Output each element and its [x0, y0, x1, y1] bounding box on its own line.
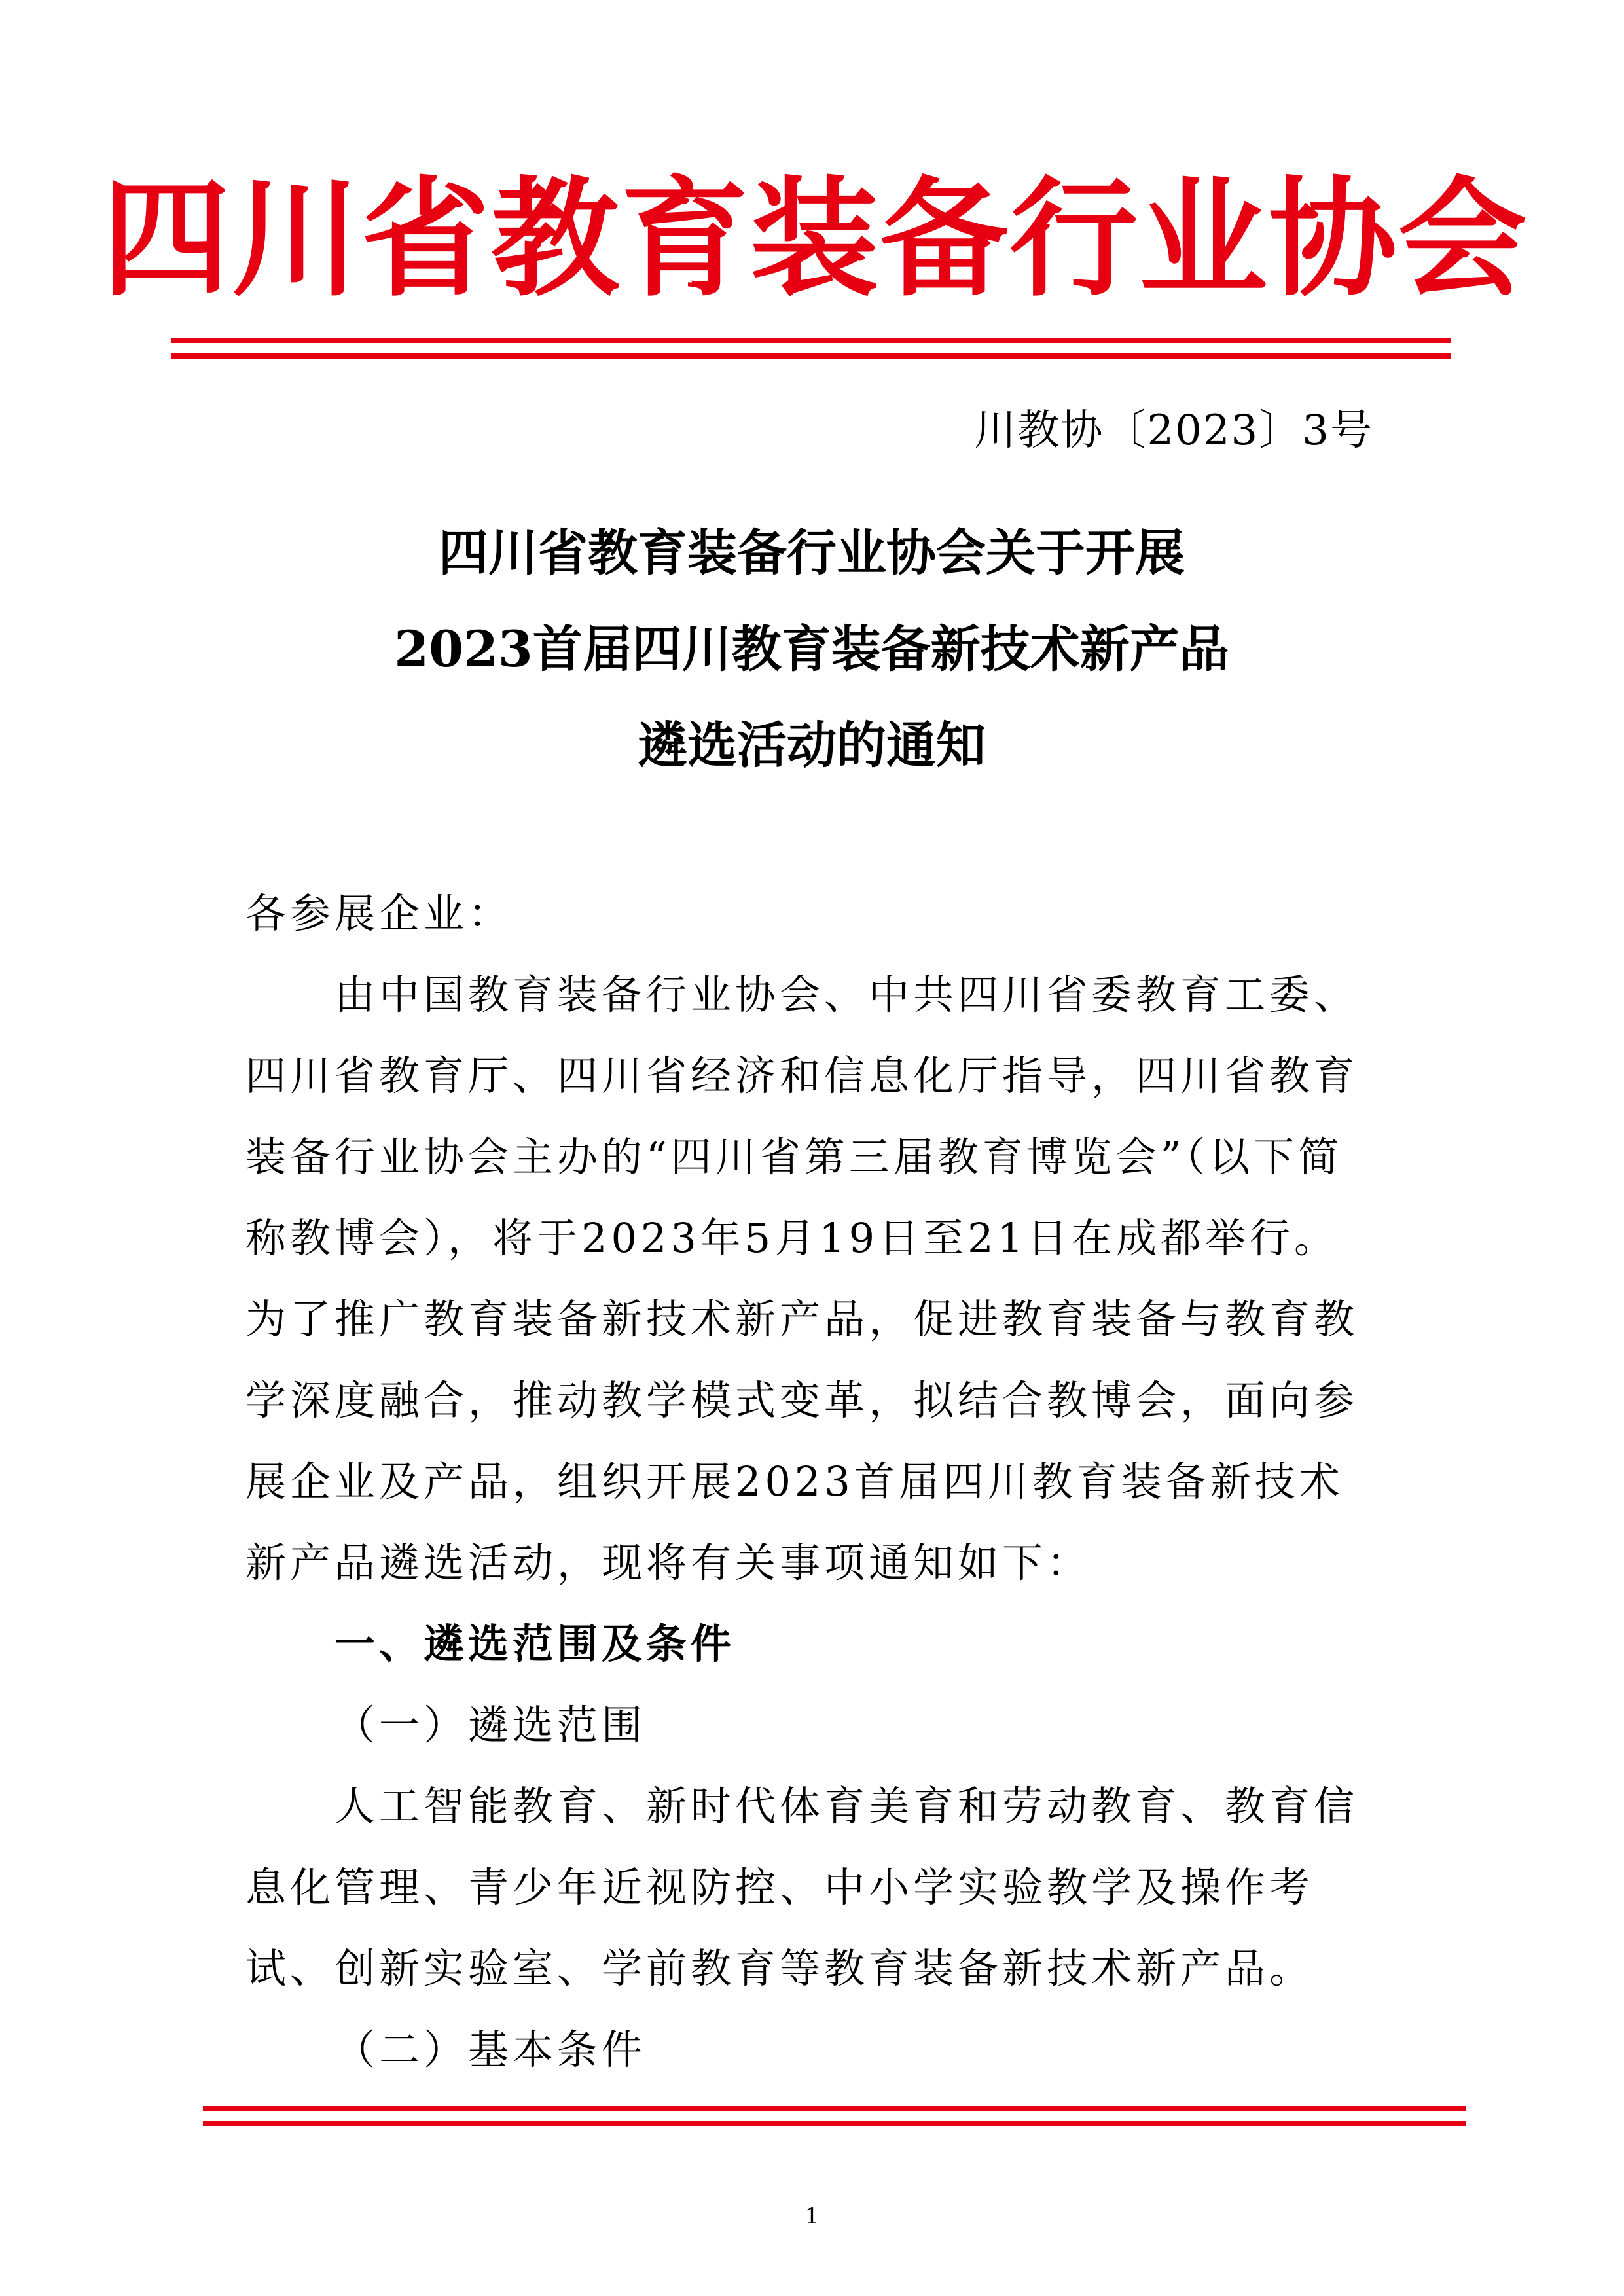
footer-rule-bottom [203, 2121, 1466, 2126]
document-number: 川教协〔2023〕3号 [974, 406, 1373, 455]
salutation: 各参展企业： [245, 889, 513, 937]
masthead-rule-bottom [171, 353, 1451, 359]
masthead-rule-top [171, 338, 1451, 343]
subsection-1-heading: （一）遴选范围 [334, 1701, 647, 1749]
notice-body [245, 873, 1378, 2090]
scope-paragraph: 人工智能教育、新时代体育美育和劳动教育、教育信息化管理、青少年近视防控、中小学实验教学及操作考试、创新实验室、学前教育等教育装备新技术新产品。 [245, 1782, 1359, 1992]
section-1-heading: 一、遴选范围及条件 [334, 1620, 736, 1668]
notice-title-line-1: 四川省教育装备行业协会关于开展 [439, 524, 1185, 582]
notice-title-line-2: 2023首届四川教育装备新技术新产品 [394, 620, 1229, 678]
subsection-2-heading: （二）基本条件 [334, 2026, 647, 2073]
org-masthead-title: 四川省教育装备行业协会 [102, 164, 1528, 314]
page-number: 1 [804, 2203, 820, 2229]
footer-rule-top [203, 2106, 1466, 2111]
notice-title-line-3: 遴选活动的通知 [638, 716, 986, 774]
intro-paragraph: 由中国教育装备行业协会、中共四川省委教育工委、四川省教育厅、四川省经济和信息化厅指导，四川省教育装备行业协会主办的“四川省第三届教育博览会”（以下简称教博会），将于2023年5月19日至21日在成都举行。为了推广教育装备新技术新产品，促进教育装备与教育教学深度融合，推动教学模式变革，拟结合教博会，面向参展企业及产品，组织开展2023首届四川教育装备新技术新产品遴选活动，现将有关事项通知如下： [245, 971, 1359, 1587]
